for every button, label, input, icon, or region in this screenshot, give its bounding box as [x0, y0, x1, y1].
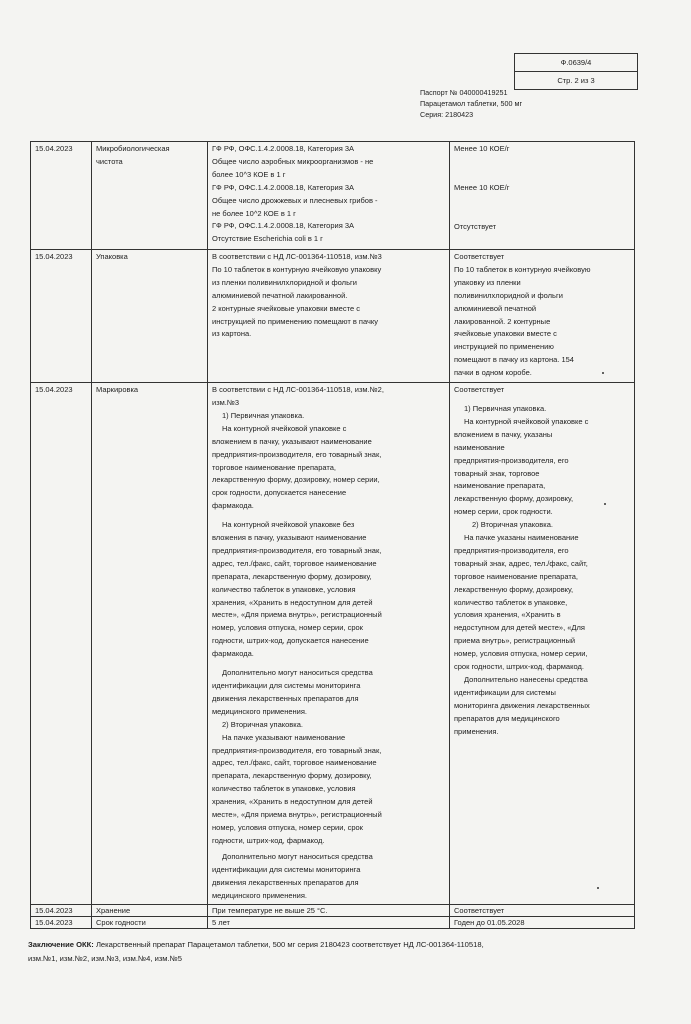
date-cell: 15.04.2023 — [31, 250, 92, 383]
parameter-cell: Хранение — [92, 905, 208, 917]
table-row — [31, 142, 635, 250]
requirement-cell: ГФ РФ, ОФС.1.4.2.0008.18, Категория 3А Общее число аэробных микроорганизмов - не более 10^3 КОЕ в 1 г ГФ РФ, ОФС.1.4.2.0008.18, Категория 3А Общее число дрожжевых и плесневых грибов - не более 10^2 КОЕ в 1 г ГФ РФ, ОФС.1.4.2.0008.18, Категория 3А Отсутствие Escherichia coli в 1 г — [208, 142, 450, 250]
scan-speck — [604, 503, 606, 505]
parameter-cell: Маркировка — [92, 383, 208, 905]
parameter-cell: Микробиологическая чистота — [92, 142, 208, 250]
form-code: Ф.0639/4 — [560, 58, 592, 67]
passport-number: Паспорт № 040000419251 — [420, 88, 508, 97]
conclusion-text: Лекарственный препарат Парацетамол таблетки, 500 мг серия 2180423 соответствует НД ЛС-001364-110518, — [93, 940, 484, 949]
form-code-box — [514, 53, 638, 90]
product-name: Парацетамол таблетки, 500 мг — [420, 99, 523, 108]
parameter-cell: Срок годности — [92, 917, 208, 929]
conclusion-text-line2: изм.№1, изм.№2, изм.№3, изм.№4, изм.№5 — [28, 954, 182, 963]
conclusion-label: Заключение ОКК: — [28, 940, 94, 949]
requirement-cell: В соответствии с НД ЛС-001364-110518, изм.№3 По 10 таблеток в контурную ячейковую упаковку из пленки поливинилхлоридной и фольги алюминиевой печатной лакированной. 2 контурные ячейковые упаковки вместе с инструкцией по применению помещают в пачку из картона. — [208, 250, 450, 383]
page-number: Стр. 2 из 3 — [515, 71, 637, 89]
test-results-table — [30, 141, 635, 929]
result-cell: Соответствует — [450, 905, 635, 917]
table-row — [31, 250, 635, 383]
date-cell: 15.04.2023 — [31, 383, 92, 905]
date-cell: 15.04.2023 — [31, 142, 92, 250]
result-cell: Годен до 01.05.2028 — [450, 917, 635, 929]
result-cell: Соответствует По 10 таблеток в контурную ячейковую упаковку из пленки поливинилхлоридной и фольги алюминиевой печатной лакированной. 2 контурные ячейковые упаковки вместе с инструкцией по применению помещают в пачку из картона. 154 пачки в одном коробе. — [450, 250, 635, 383]
series-number: Серия: 2180423 — [420, 110, 474, 119]
table-row — [31, 383, 635, 905]
parameter-cell: Упаковка — [92, 250, 208, 383]
requirement-cell: При температуре не выше 25 °С. — [208, 905, 450, 917]
scan-speck — [602, 372, 604, 374]
date-cell: 15.04.2023 — [31, 917, 92, 929]
table-row — [31, 905, 635, 917]
result-cell: Соответствует 1) Первичная упаковка. На контурной ячейковой упаковке с вложением в пачку, указаны наименование предприятия-производителя, его товарный знак, торговое наименование препарата, лекарственную форму, дозировку, номер серии, срок годности. 2) Вторичная упаковка. На пачке указаны наименование предприятия-производителя, его товарный знак, адрес, тел./факс, сайт, торговое наименование препарата, лекарственную форму, дозировку, количество таблеток в упаковке, условия хранения, «Хранить в недоступном для детей месте», «Для приема внутрь», регистрационный номер, условия отпуска, номер серии, срок годности, штрих-код, фармакод. Дополнительно нанесены средства идентификации для системы мониторинга движения лекарственных препаратов для медицинского применения. — [450, 383, 635, 905]
result-cell: Менее 10 КОЕ/г Менее 10 КОЕ/г Отсутствует — [450, 142, 635, 250]
qc-conclusion — [28, 938, 648, 966]
requirement-cell: 5 лет — [208, 917, 450, 929]
passport-block — [420, 87, 522, 120]
requirement-cell: В соответствии с НД ЛС-001364-110518, изм.№2, изм.№3 1) Первичная упаковка. На контурной ячейковой упаковке с вложением в пачку, указывают наименование предприятия-производителя, его товарный знак, торговое наименование препарата, лекарственную форму, дозировку, номер серии, срок годности, допускается нанесение фармакода. На контурной ячейковой упаковке без вложения в пачку, указывают наименование предприятия-производителя, его товарный знак, адрес, тел./факс, сайт, торговое наименование препарата, лекарственную форму, дозировку, количество таблеток в упаковке, условия хранения, «Хранить в недоступном для детей месте», «Для приема внутрь», регистрационный номер, условия отпуска, номер серии, срок годности, штрих-код, допускается нанесение фармакода. Дополнительно могут наноситься средства идентификации для системы мониторинга движения лекарственных препаратов для медицинского применения. 2) Вторичная упаковка. На пачке указывают наименование предприятия-производителя, его товарный знак, адрес, тел./факс, сайт, торговое наименование препарата, лекарственную форму, дозировку, количество таблеток в упаковке, условия хранения, «Хранить в недоступном для детей месте», «Для приема внутрь», регистрационный номер, условия отпуска, номер серии, срок годности, штрих-код, фармакод. Дополнительно могут наноситься средства идентификации для системы мониторинга движения лекарственных препаратов для медицинского применения. — [208, 383, 450, 905]
table-row — [31, 917, 635, 929]
date-cell: 15.04.2023 — [31, 905, 92, 917]
scan-speck — [597, 887, 599, 889]
